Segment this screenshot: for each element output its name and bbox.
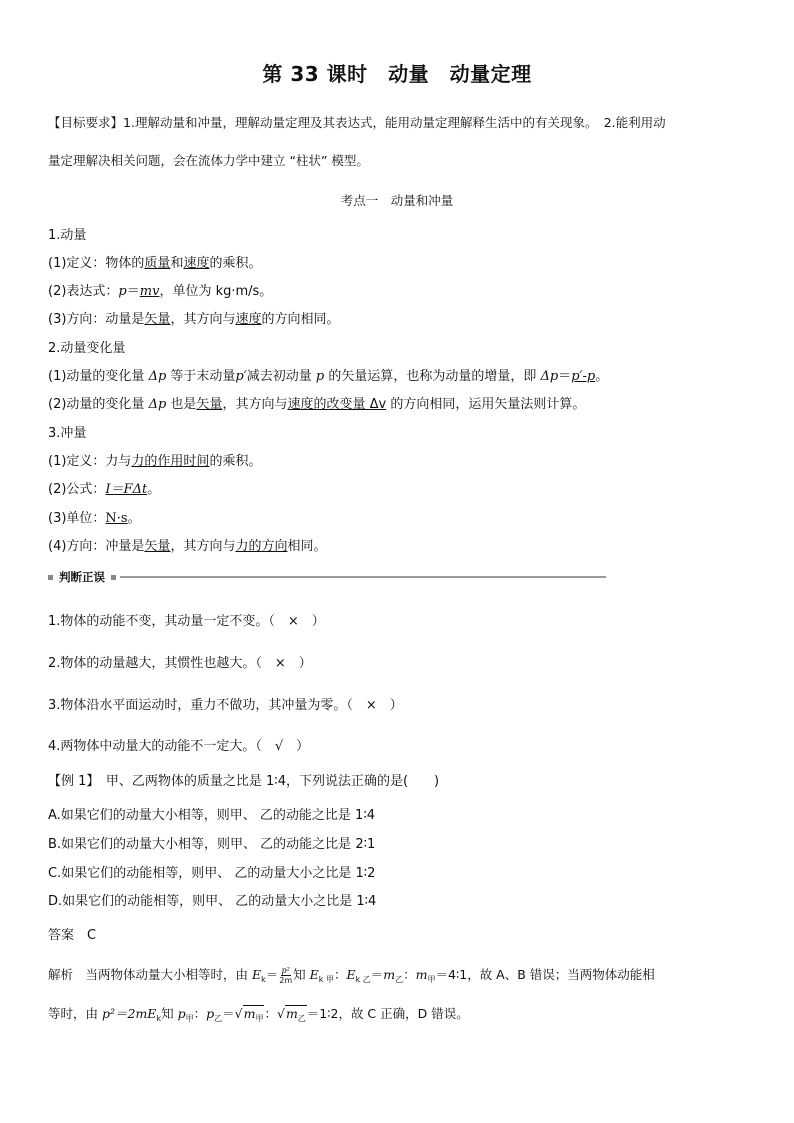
example-option: C.如果它们的动能相等，则甲、 乙的动量大小之比是 1∶2: [48, 866, 376, 881]
analysis-line-2: 等时，由 $p^2=2mE_k$知 $p_甲$：$p_乙=√m_甲$：$√m_乙=1∶2$，故 C 正确，D 错误。: [48, 1006, 469, 1023]
judge-item: 2.物体的动量越大，其惯性也越大。（ × ）: [48, 656, 312, 671]
momentum-expression: (2)表达式：p＝mv，单位为 kg·m/s。: [48, 284, 273, 299]
goal-line-2: 量定理解决相关问题，会在流体力学中建立 “柱状” 模型。: [48, 153, 369, 168]
example-option: A.如果它们的动量大小相等，则甲、 乙的动能之比是 1∶4: [48, 808, 375, 823]
impulse-formula: (2)公式：I＝FΔt。: [48, 482, 161, 497]
example-option: D.如果它们的动能相等，则甲、 乙的动量大小之比是 1∶4: [48, 894, 377, 909]
momentum-direction: (3)方向：动量是矢量，其方向与速度的方向相同。: [48, 312, 340, 327]
divider: [120, 576, 606, 578]
judge-item: 4.两物体中动量大的动能不一定大。（ √ ）: [48, 739, 310, 754]
example-stem: 【例 1】 甲、乙两物体的质量之比是 1∶4，下列说法正确的是( ): [48, 774, 440, 789]
goal-line-1: 【目标要求】1.理解动量和冲量，理解动量定理及其表达式，能用动量定理解释生活中的有关现象。 2.能利用动: [48, 115, 666, 130]
example-answer: 答案 C: [48, 928, 97, 943]
example-option: B.如果它们的动量大小相等，则甲、 乙的动能之比是 2∶1: [48, 837, 376, 852]
judge-section-header: 判断正误: [48, 569, 606, 585]
change-line-1: (1)动量的变化量 Δp 等于末动量p′减去初动量 p 的矢量运算，也称为动量的增量，即 Δp＝p′-p。: [48, 369, 609, 384]
judge-item: 3.物体沿水平面运动时，重力不做功，其冲量为零。（ × ）: [48, 698, 403, 713]
impulse-unit: (3)单位：N·s。: [48, 511, 141, 526]
momentum-heading: 1.动量: [48, 228, 87, 243]
change-heading: 2.动量变化量: [48, 341, 126, 356]
goal-tag: 【目标要求】: [48, 115, 124, 130]
square-bullet-icon: [48, 575, 53, 580]
impulse-direction: (4)方向：冲量是矢量，其方向与力的方向相同。: [48, 539, 327, 554]
impulse-heading: 3.冲量: [48, 426, 87, 441]
analysis-line-1: 解析 当两物体动量大小相等时，由 $E_k=$ $\frac{\text{p²}}{2m}$ 知 $E_{k 甲}$：$E_{k 乙}=m_乙$：$m_甲=4∶1$，故 A、B 错误；当两物体动能相: [48, 966, 655, 985]
square-bullet-icon: [111, 575, 116, 580]
section-title: 考点一 动量和冲量: [340, 193, 454, 208]
fraction: $\frac{\text{p²}}{2m}$: [279, 966, 293, 985]
judge-item: 1.物体的动能不变，其动量一定不变。（ × ）: [48, 614, 325, 629]
change-line-2: (2)动量的变化量 Δp 也是矢量，其方向与速度的改变量 Δv 的方向相同，运用矢量法则计算。: [48, 397, 586, 412]
page-title: 第 33 课时 动量 动量定理: [262, 62, 532, 86]
momentum-definition: (1)定义：物体的质量和速度的乘积。: [48, 256, 262, 271]
impulse-definition: (1)定义：力与力的作用时间的乘积。: [48, 454, 262, 469]
